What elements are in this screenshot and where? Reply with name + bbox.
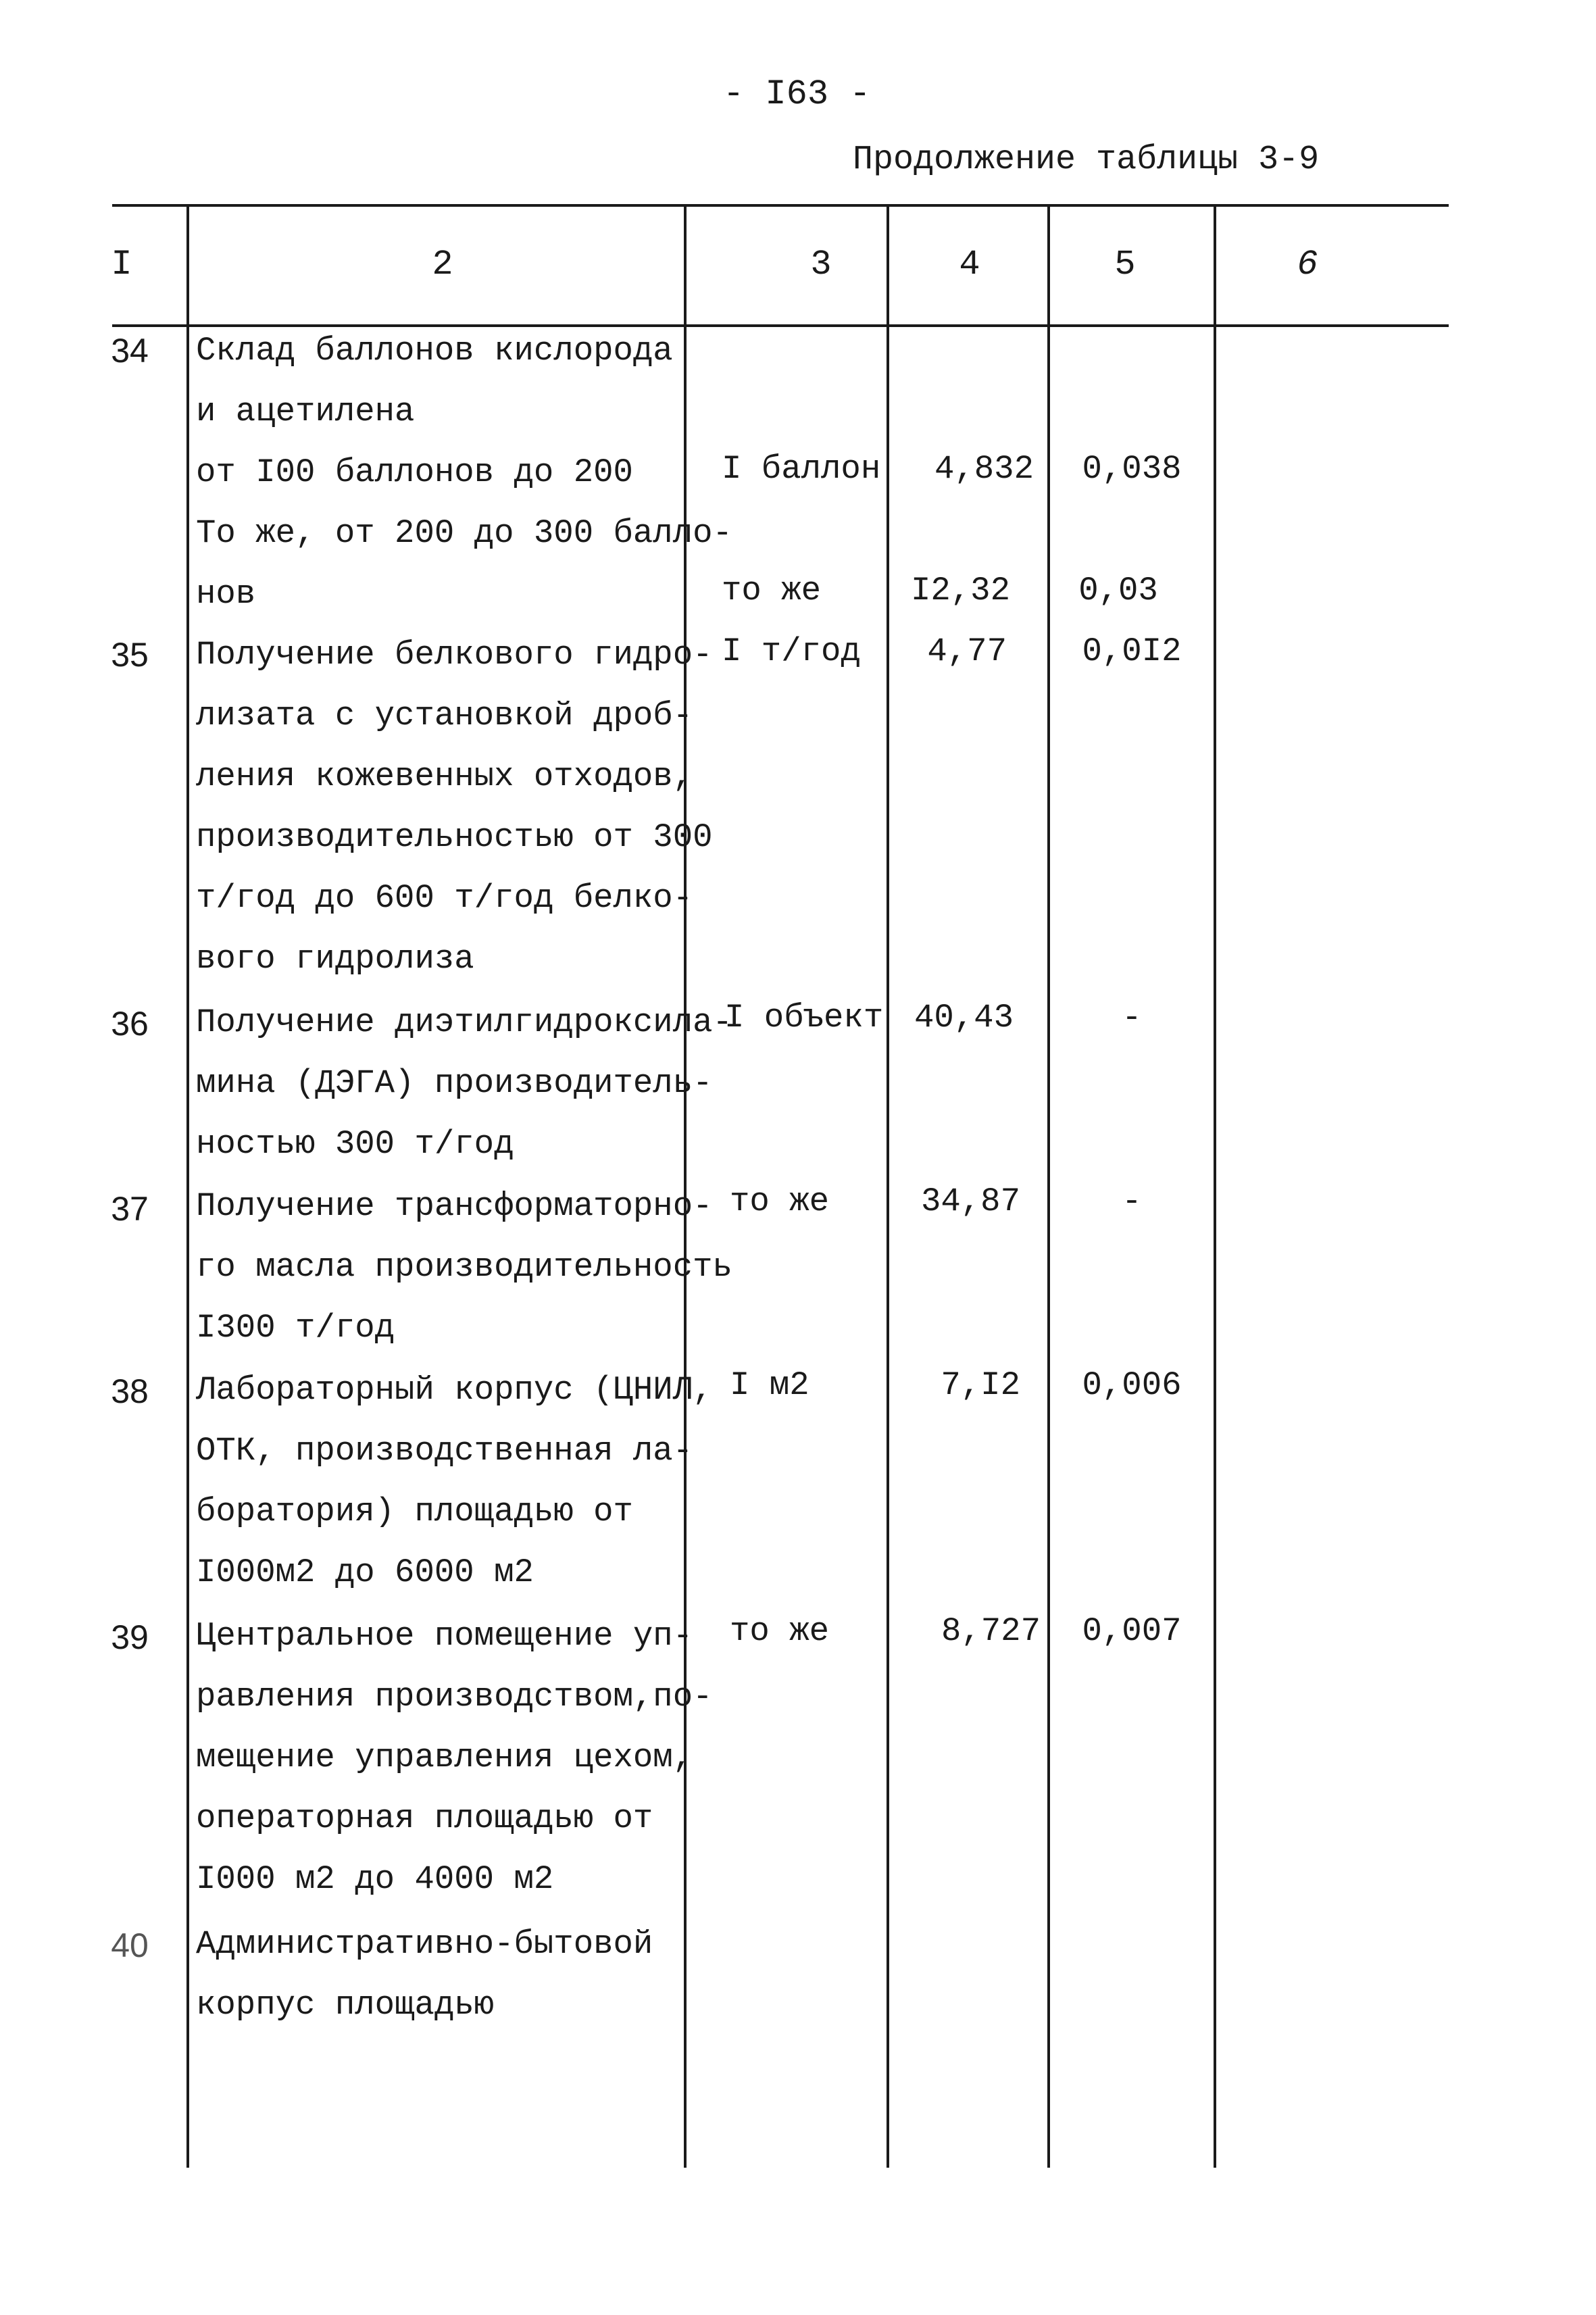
- description-line: операторная площадью от: [196, 1799, 653, 1837]
- value-col4: 34,87: [920, 1183, 1020, 1220]
- description-line: То же, от 200 до 300 балло-: [196, 514, 732, 552]
- description-line: корпус площадью: [196, 1986, 495, 2024]
- description-line: ления кожевенных отходов,: [196, 757, 693, 795]
- row-number: 38: [111, 1372, 149, 1410]
- description-line: нов: [196, 575, 256, 613]
- row-number: 39: [111, 1618, 149, 1656]
- row-number: 35: [111, 636, 149, 674]
- column-header-6: 6: [1297, 245, 1318, 284]
- row-description: [196, 320, 732, 624]
- column-divider: [186, 205, 189, 2168]
- description-line: мещение управления цехом,: [196, 1739, 693, 1776]
- description-line: боратория) площадью от: [196, 1493, 633, 1530]
- table-continuation-label: Продолжение таблицы 3-9: [853, 141, 1320, 179]
- table-top-rule: [112, 204, 1449, 207]
- description-line: го масла производительность: [196, 1248, 732, 1286]
- description-line: I000 м2 до 4000 м2: [196, 1860, 554, 1898]
- row-number: 36: [111, 1005, 149, 1043]
- description-line: Центральное помещение уп-: [196, 1617, 693, 1655]
- description-line: ностью 300 т/год: [196, 1125, 514, 1163]
- page-number: - I63 -: [723, 74, 871, 114]
- description-line: т/год до 600 т/год белко-: [196, 879, 693, 917]
- column-header-1: I: [111, 245, 132, 284]
- value-col4: I2,32: [910, 572, 1010, 609]
- value-col5: 0,038: [1082, 450, 1182, 488]
- row-description: [196, 992, 732, 1174]
- value-col4: 4,77: [927, 632, 1007, 670]
- description-line: ОТК, производственная ла-: [196, 1432, 693, 1470]
- row-number: 37: [111, 1190, 149, 1228]
- row-description: [196, 1360, 713, 1603]
- column-header-3: 3: [810, 245, 832, 284]
- column-divider: [1047, 205, 1050, 2168]
- description-line: I000м2 до 6000 м2: [196, 1553, 534, 1591]
- description-line: лизата с установкой дроб-: [196, 697, 693, 735]
- description-line: равления производством,по-: [196, 1678, 713, 1716]
- value-col5: 0,03: [1078, 572, 1158, 609]
- description-line: Лабораторный корпус (ЦНИЛ,: [196, 1371, 713, 1409]
- description-line: Получение трансформаторно-: [196, 1187, 713, 1225]
- value-col5: 0,006: [1082, 1366, 1182, 1404]
- value-col5: 0,007: [1082, 1612, 1182, 1650]
- column-header-4: 4: [959, 245, 980, 284]
- value-col5: -: [1122, 999, 1142, 1037]
- row-number: 40: [111, 1926, 149, 1964]
- value-col4: 7,I2: [941, 1366, 1020, 1404]
- description-line: I300 т/год: [196, 1309, 395, 1347]
- row-description: [196, 1605, 713, 1910]
- row-number: 34: [111, 332, 149, 370]
- unit-cell: I т/год: [722, 632, 861, 670]
- description-line: Получение белкового гидро-: [196, 636, 713, 674]
- unit-cell: I баллон: [722, 450, 881, 488]
- row-description: [196, 624, 713, 989]
- value-col4: 40,43: [914, 999, 1014, 1037]
- description-line: от I00 баллонов до 200: [196, 453, 633, 491]
- unit-cell: I объект: [724, 999, 884, 1037]
- value-col5: 0,0I2: [1082, 632, 1182, 670]
- row-description: [196, 1914, 653, 2035]
- description-line: вого гидролиза: [196, 940, 474, 978]
- description-line: производительностью от 300: [196, 818, 713, 856]
- value-col4: 4,832: [934, 450, 1034, 488]
- unit-cell: то же: [730, 1612, 830, 1650]
- value-col4: 8,727: [941, 1612, 1041, 1650]
- description-line: и ацетилена: [196, 393, 415, 430]
- value-col5: -: [1122, 1183, 1142, 1220]
- column-header-2: 2: [432, 245, 453, 284]
- description-line: Получение диэтилгидроксила-: [196, 1003, 732, 1041]
- column-divider: [887, 205, 889, 2168]
- column-divider: [1214, 205, 1216, 2168]
- description-line: Административно-бытовой: [196, 1925, 653, 1963]
- unit-cell: I м2: [730, 1366, 809, 1404]
- unit-cell: то же: [722, 572, 822, 609]
- row-description: [196, 1176, 732, 1358]
- description-line: Склад баллонов кислорода: [196, 332, 673, 370]
- description-line: мина (ДЭГА) производитель-: [196, 1064, 713, 1102]
- column-header-5: 5: [1114, 245, 1136, 284]
- unit-cell: то же: [730, 1183, 830, 1220]
